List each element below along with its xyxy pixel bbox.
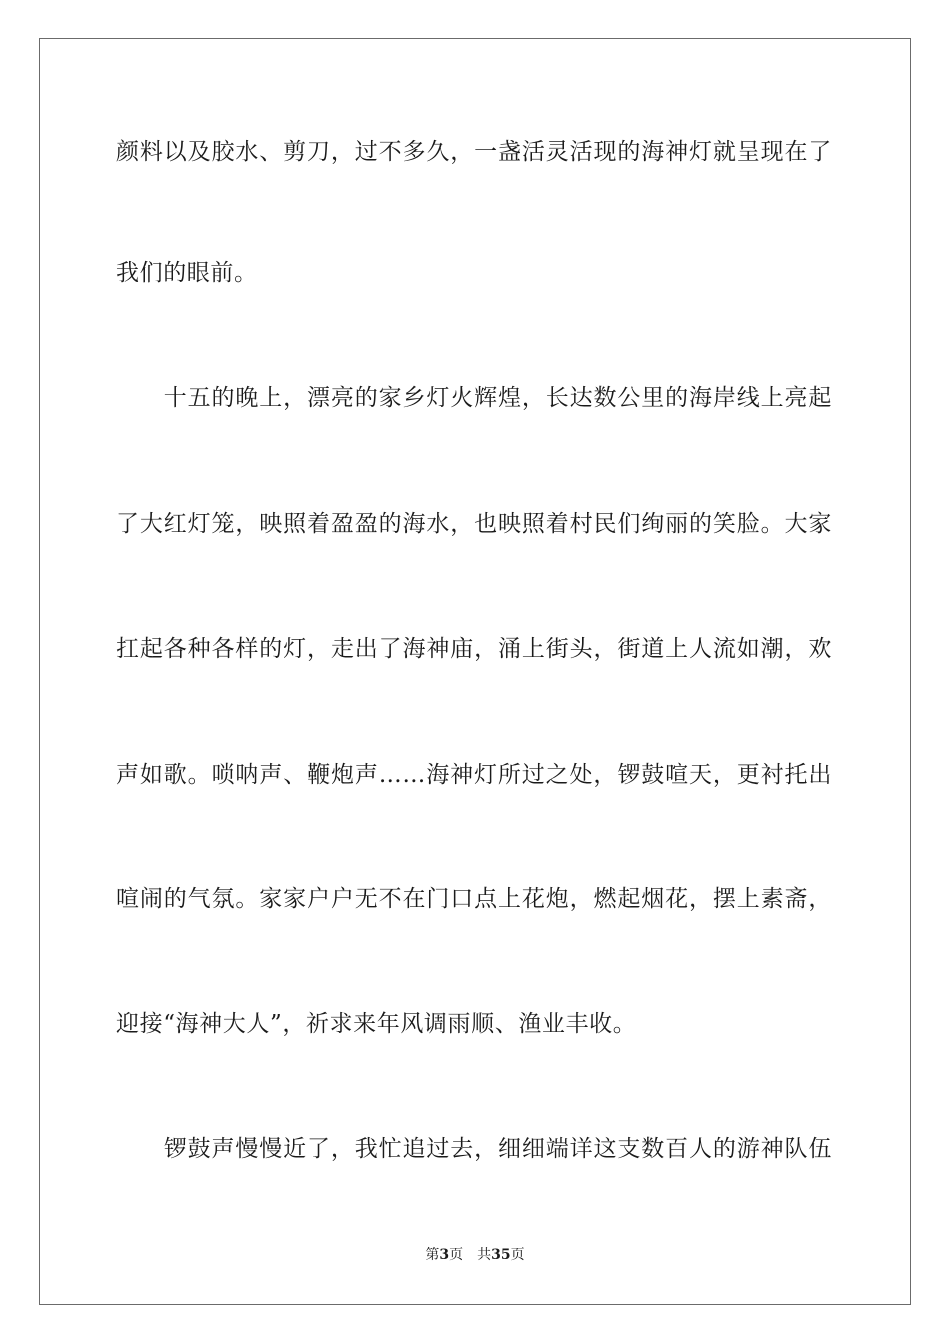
text-line: 迎接“海神大人”，祈求来年风调雨顺、渔业丰收。 [116,1011,637,1037]
text-line: 扛起各种各样的灯，走出了海神庙，涌上街头，街道上人流如潮，欢 [116,636,832,662]
total-pages: 35 [491,1247,511,1263]
page-border [39,38,911,1305]
text-line: 我们的眼前。 [116,260,258,286]
page-suffix: 页 [449,1247,464,1263]
text-line: 喧闹的气氛。家家户户无不在门口点上花炮，燃起烟花，摆上素斋， [116,886,832,912]
text-line: 了大红灯笼，映照着盈盈的海水，也映照着村民们绚丽的笑脸。大家 [116,511,832,537]
text-line: 十五的晚上，漂亮的家乡灯火辉煌，长达数公里的海岸线上亮起 [116,385,832,411]
text-line: 颜料以及胶水、剪刀，过不多久，一盏活灵活现的海神灯就呈现在了 [116,139,832,165]
text-line: 锣鼓声慢慢近了，我忙追过去，细细端详这支数百人的游神队伍 [116,1136,832,1162]
page-footer [0,1246,950,1264]
page-number: 3 [439,1247,450,1263]
total-prefix: 共 [477,1247,492,1263]
page-prefix: 第 [425,1247,440,1263]
total-suffix: 页 [510,1247,525,1263]
text-line: 声如歌。唢呐声、鞭炮声……海神灯所过之处，锣鼓喧天，更衬托出 [116,762,832,788]
